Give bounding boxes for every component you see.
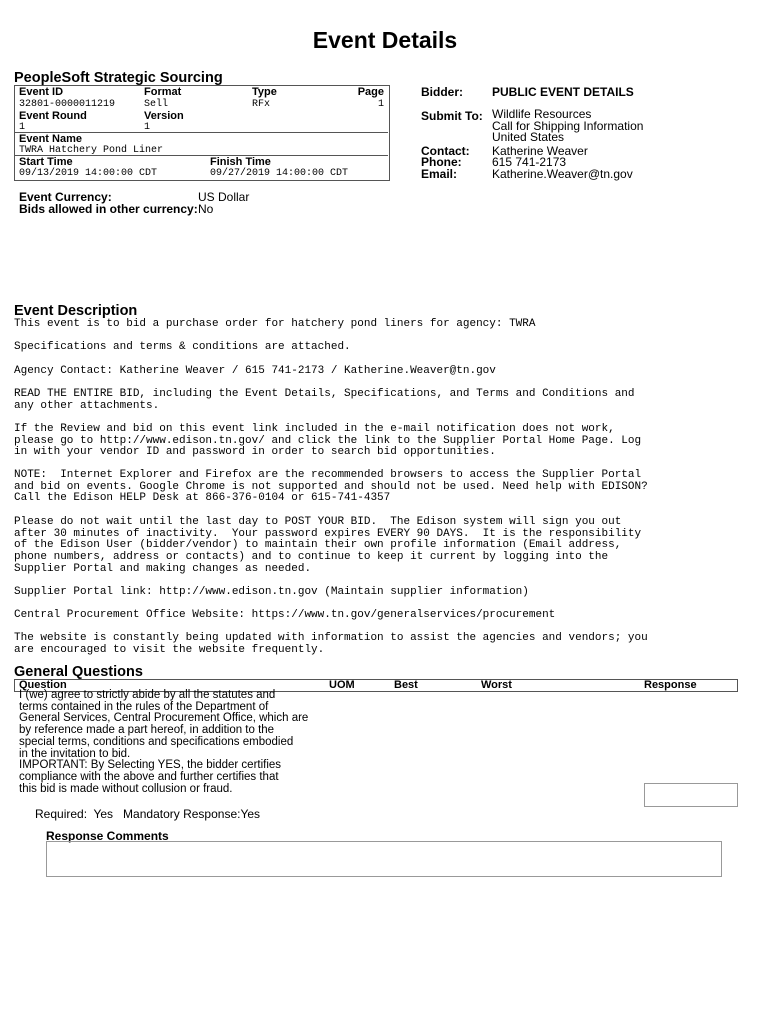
page-label: Page bbox=[357, 86, 384, 98]
submit-to-label: Submit To: bbox=[421, 109, 483, 123]
format-value: Sell bbox=[144, 99, 169, 110]
email-label: Email: bbox=[421, 167, 458, 181]
email-value: Katherine.Weaver@tn.gov bbox=[492, 167, 633, 181]
address-line: United States bbox=[492, 130, 565, 145]
phone-label: Phone: bbox=[421, 155, 462, 169]
contact-value: Katherine Weaver bbox=[492, 144, 588, 158]
submit-to-address bbox=[492, 109, 643, 144]
description-para: If the Review and bid on this event link included in the e-mail notification does not work, please go to http://www.edison.tn.gov/ and click the link to the Supplier Portal Home Page. Log in with your vendor ID and password in order to search bid opportunities. bbox=[14, 423, 642, 459]
type-label: Type bbox=[252, 86, 277, 98]
type-value: RFx bbox=[252, 99, 271, 110]
org-title: PeopleSoft Strategic Sourcing bbox=[14, 70, 223, 86]
required-info: Required: Yes Mandatory Response:Yes bbox=[35, 807, 261, 821]
address-line: Wildlife Resources bbox=[492, 107, 592, 121]
address-line: Call for Shipping Information bbox=[492, 118, 644, 133]
event-id-value: 32801-0000011219 bbox=[19, 99, 116, 110]
version-value: 1 bbox=[144, 122, 151, 133]
description-para: Please do not wait until the last day to POST YOUR BID. The Edison system will sign you out after 30 minutes of inactivity. Your password expires EVERY 90 DAYS. It is the responsibility of the Edison User (bidder/vendor) to maintain their own profile information (Email address, phone numbers, address or contacts) and to continue to keep it current by logging into the Supplier Portal and making changes as needed. bbox=[14, 516, 642, 575]
event-id-label: Event ID bbox=[19, 86, 64, 98]
finish-time-label: Finish Time bbox=[210, 156, 271, 168]
event-round-value: 1 bbox=[19, 122, 26, 133]
start-time-label: Start Time bbox=[19, 156, 73, 168]
phone-value: 615 741-2173 bbox=[492, 155, 567, 169]
version-label: Version bbox=[144, 110, 184, 122]
other-currency-label: Bids allowed in other currency: bbox=[19, 202, 198, 216]
page-value: 1 bbox=[377, 99, 384, 110]
page-title: Event Details bbox=[312, 27, 458, 53]
col-response: Response bbox=[644, 679, 697, 691]
description-para: Central Procurement Office Website: https://www.tn.gov/generalservices/procurement bbox=[14, 609, 556, 621]
bidder-value: PUBLIC EVENT DETAILS bbox=[492, 85, 634, 99]
event-name-label: Event Name bbox=[19, 133, 82, 145]
general-questions-heading: General Questions bbox=[14, 664, 143, 680]
currency-value: US Dollar bbox=[198, 190, 250, 204]
description-para: NOTE: Internet Explorer and Firefox are the recommended browsers to access the Supplier Portal and bid on events. Google Chrome is not supported and should not be used. Need help with EDISON? Call the Edison HELP Desk at 866-376-0104 or 615-741-4357 bbox=[14, 469, 648, 505]
response-comments-textarea[interactable] bbox=[46, 841, 722, 877]
contact-label: Contact: bbox=[421, 144, 470, 158]
description-para: Supplier Portal link: http://www.edison.tn.gov (Maintain supplier information) bbox=[14, 586, 529, 598]
description-para: Specifications and terms & conditions are attached. bbox=[14, 341, 351, 353]
description-para: The website is constantly being updated with information to assist the agencies and vendors; you are encouraged to visit the website frequently. bbox=[14, 632, 648, 656]
description-para: Agency Contact: Katherine Weaver / 615 741-2173 / Katherine.Weaver@tn.gov bbox=[14, 365, 496, 377]
response-comments-label: Response Comments bbox=[46, 829, 169, 843]
event-round-label: Event Round bbox=[19, 110, 87, 122]
question-text: I (we) agree to strictly abide by all the statutes and terms contained in the rules of the Department of General Services, Central Procurement Office, which are by reference made a part hereof, in addition to the special terms, conditions and specifications embodied in the invitation to bid. IMPORTANT: By Selecting YES, the bidder certifies compliance with the above and further certifies that this bid is made without collusion or fraud. bbox=[19, 689, 309, 795]
bidder-label: Bidder: bbox=[421, 85, 463, 99]
start-time-value: 09/13/2019 14:00:00 CDT bbox=[19, 168, 158, 179]
event-name-value: TWRA Hatchery Pond Liner bbox=[19, 145, 164, 156]
col-uom: UOM bbox=[329, 679, 355, 691]
col-worst: Worst bbox=[481, 679, 512, 691]
description-para: This event is to bid a purchase order for hatchery pond liners for agency: TWRA bbox=[14, 318, 536, 330]
event-description-heading: Event Description bbox=[14, 303, 138, 319]
col-best: Best bbox=[394, 679, 418, 691]
response-input[interactable] bbox=[644, 783, 738, 807]
finish-time-value: 09/27/2019 14:00:00 CDT bbox=[210, 168, 349, 179]
col-question: Question bbox=[19, 679, 67, 691]
other-currency-value: No bbox=[198, 202, 214, 216]
format-label: Format bbox=[144, 86, 182, 98]
description-para: READ THE ENTIRE BID, including the Event Details, Specifications, and Terms and Conditions and any other attachments. bbox=[14, 388, 635, 412]
currency-label: Event Currency: bbox=[19, 190, 112, 204]
